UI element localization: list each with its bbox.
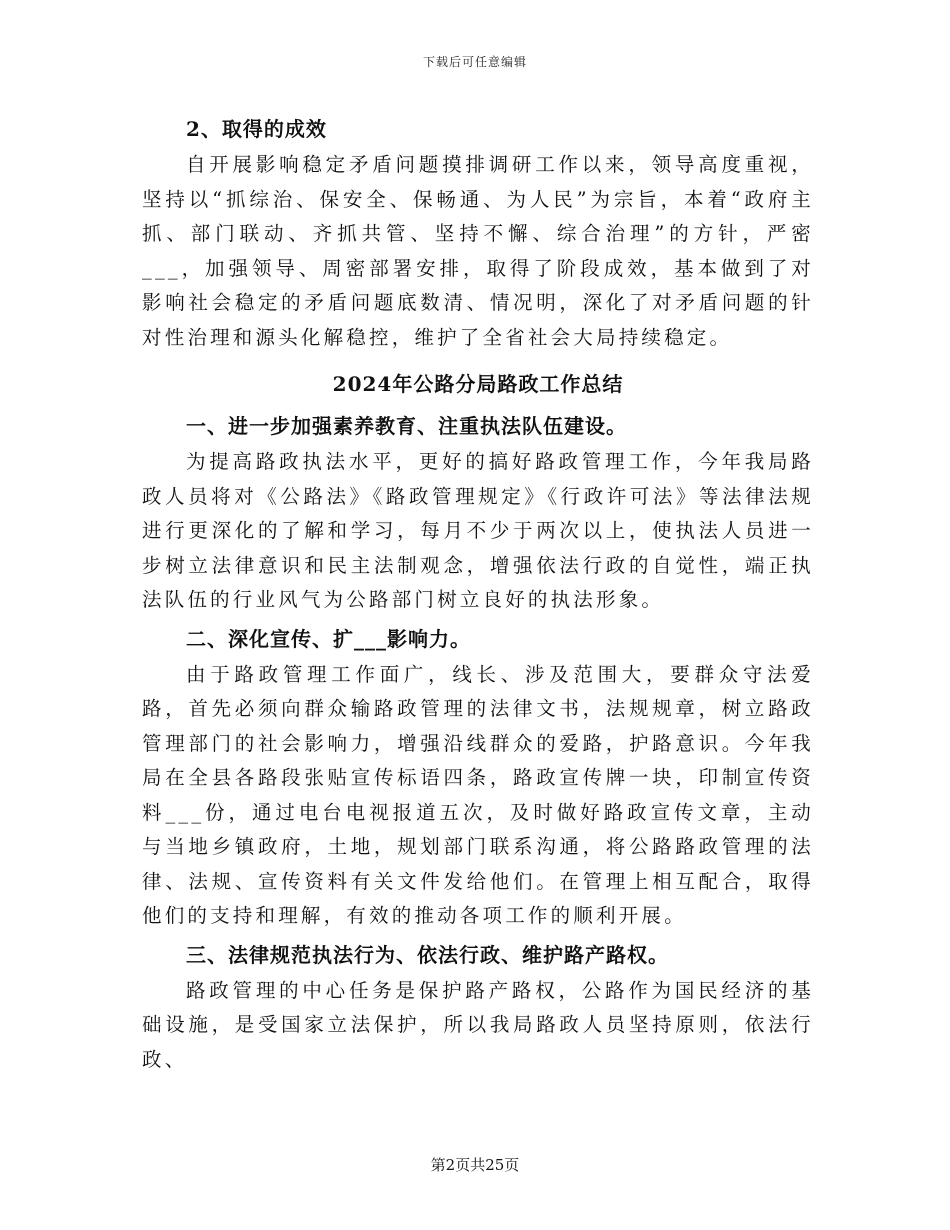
document-title: 2024年公路分局路政工作总结 — [332, 372, 624, 396]
paragraph-1: 为提高路政执法水平，更好的搞好路政管理工作，今年我局路政人员将对《公路法》《路政管理规定》《行政许可法》等法律法规进行更深化的了解和学习，每月不少于两次以上，使执法人员进一步树立法律意识和民主法制观念，增强依法行政的自觉性，端正执法队伍的行业风气为公路部门树立良好的执法形象。 — [142, 450, 814, 611]
page-number-footer: 第2页共25页 — [430, 1156, 520, 1174]
section-heading-2: 二、深化宣传、扩___影响力。 — [186, 626, 471, 651]
document-body — [142, 112, 814, 1081]
section-heading-1: 一、进一步加强素养教育、注重执法队伍建设。 — [186, 414, 627, 438]
paragraph-3: 路政管理的中心任务是保护路产路权，公路作为国民经济的基础设施，是受国家立法保护，所以我局路政人员坚持原则，依法行政、 — [142, 978, 814, 1071]
section-heading-3: 三、法律规范执法行为、依法行政、维护路产路权。 — [186, 942, 669, 967]
paragraph-achievements: 自开展影响稳定矛盾问题摸排调研工作以来，领导高度重视，坚持以“抓综治、保安全、保畅通、为人民”为宗旨，本着“政府主抓、部门联动、齐抓共管、坚持不懈、综合治理”的方针，严密___，加强领导、周密部署安排，取得了阶段成效，基本做到了对影响社会稳定的矛盾问题底数清、情况明，深化了对矛盾问题的针对性治理和源头化解稳控，维护了全省社会大局持续稳定。 — [142, 153, 814, 349]
page-header-note: 下载后可任意编辑 — [422, 55, 527, 69]
section-heading-achievements: 2、取得的成效 — [186, 117, 327, 141]
paragraph-2: 由于路政管理工作面广，线长、涉及范围大，要群众守法爱路，首先必须向群众输路政管理的法律文书，法规规章，树立路政管理部门的社会影响力，增强沿线群众的爱路，护路意识。今年我局在全县各路段张贴宣传标语四条，路政宣传牌一块，印制宣传资料___份，通过电台电视报道五次，及时做好路政宣传文章，主动与当地乡镇政府，土地，规划部门联系沟通，将公路路政管理的法律、法规、宣传资料有关文件发给他们。在管理上相互配合，取得他们的支持和理解，有效的推动各项工作的顺利开展。 — [142, 662, 814, 927]
